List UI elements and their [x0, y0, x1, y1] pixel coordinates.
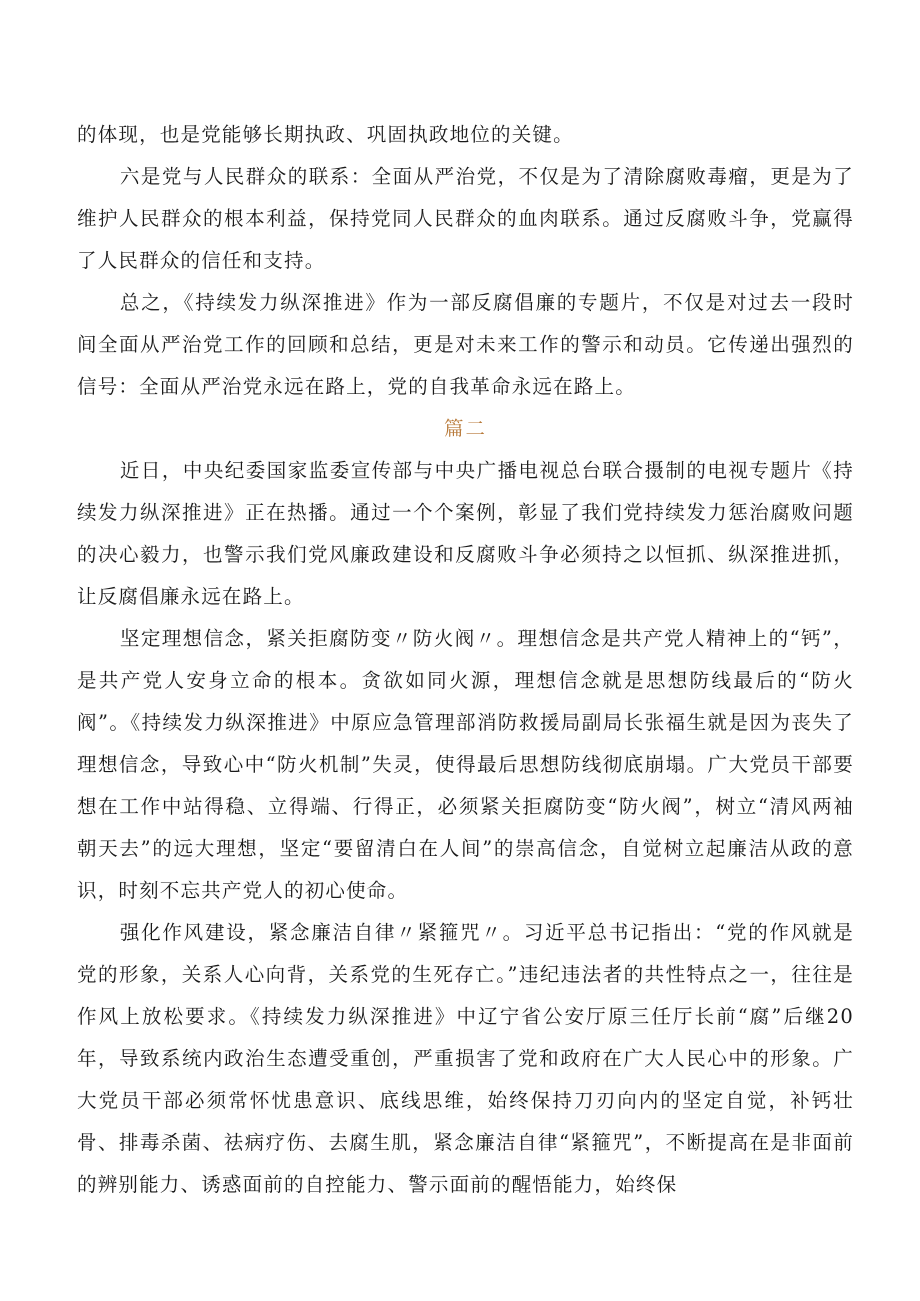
paragraph-ideals: 坚定理想信念，紧关拒腐防变〃防火阀〃。理想信念是共产党人精神上的“钙”，是共产党人安身立命的根本。贪欲如同火源，理想信念就是思想防线最后的“防火阀”。《持续发力纵深推进》中原应急管理部消防救援局副局长张福生就是因为丧失了理想信念，导致心中“防火机制”失灵，使得最后思想防线彻底崩塌。广大党员干部要想在工作中站得稳、立得端、行得正，必须紧关拒腐防变“防火阀”，树立“清风两袖朝天去”的远大理想，坚定“要留清白在人间”的崇高信念，自觉树立起廉洁从政的意识，时刻不忘共产党人的初心使命。	[77, 627, 854, 902]
paragraph-continuation: 的体现，也是党能够长期执政、巩固执政地位的关键。	[77, 123, 574, 146]
paragraph-point-six: 六是党与人民群众的联系：全面从严治党，不仅是为了清除腐败毒瘤，更是为了维护人民群众的根本利益，保持党同人民群众的血肉联系。通过反腐败斗争，党赢得了人民群众的信任和支持。	[77, 165, 854, 272]
section-title: 篇二	[443, 417, 487, 440]
paragraph-intro: 近日，中央纪委国家监委宣传部与中央广播电视总台联合摄制的电视专题片《持续发力纵深推进》正在热播。通过一个个案例，彰显了我们党持续发力惩治腐败问题的决心毅力，也警示我们党风廉政建设和反腐败斗争必须持之以恒抓、纵深推进抓，让反腐倡廉永远在路上。	[77, 459, 854, 608]
paragraph-conduct: 强化作风建设，紧念廉洁自律〃紧箍咒〃。习近平总书记指出：“党的作风就是党的形象，关系人心向背，关系党的生死存亡。”违纪违法者的共性特点之一，往往是作风上放松要求。《持续发力纵深推进》中辽宁省公安厅原三任厅长前“腐”后继20年，导致系统内政治生态遭受重创，严重损害了党和政府在广大人民心中的形象。广大党员干部必须常怀忧患意识、底线思维，始终保持刀刃向内的坚定自觉，补钙壮骨、排毒杀菌、祛病疗伤、去腐生肌，紧念廉洁自律“紧箍咒”，不断提高在是非面前的辨别能力、诱惑面前的自控能力、警示面前的醒悟能力，始终保	[77, 921, 854, 1196]
paragraph-summary: 总之，《持续发力纵深推进》作为一部反腐倡廉的专题片，不仅是对过去一段时间全面从严治党工作的回顾和总结，更是对未来工作的警示和动员。它传递出强烈的信号：全面从严治党永远在路上，党的自我革命永远在路上。	[77, 291, 854, 398]
